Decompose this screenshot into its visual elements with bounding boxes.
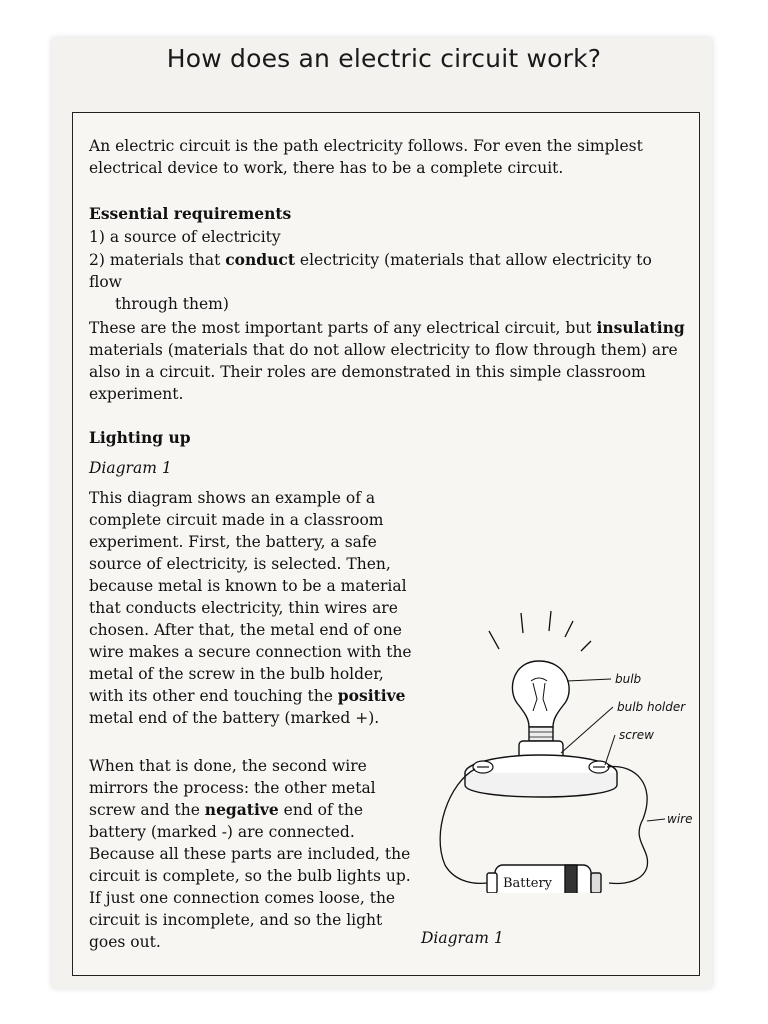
insulating-part-2: materials (materials that do not allow electricity to flow through them) are also in a circuit. Their roles are demonstrated in this simple classroom experiment. xyxy=(89,341,678,403)
bulb-label: bulb xyxy=(615,672,642,686)
lighting-para-2-b: end of the battery (marked -) are connected. Because all these parts are included, the circuit is complete, so the bulb lights up. If just one connection comes loose, the circuit is incomplete, and so the light goes out. xyxy=(89,801,411,951)
requirement-item-2-continued: through them) xyxy=(115,295,229,313)
diagram-label: Diagram 1 xyxy=(89,459,172,477)
requirement-item-2-prefix: 2) materials that xyxy=(89,251,226,269)
lighting-para-1-a: This diagram shows an example of a complete circuit made in a classroom experiment. First, the battery, a safe source of electricity, is selected. Then, because metal is known to be a material that conducts electricity, thin wires are chosen. After that, the metal end of one wire makes a secure connection with the metal of the screw in the bulb holder, with its other end touching the xyxy=(89,489,412,705)
lighting-para-1-b: metal end of the battery (marked +). xyxy=(89,709,380,727)
page-title: How does an electric circuit work? xyxy=(166,44,602,73)
negative-term: negative xyxy=(204,800,279,819)
insulating-part-1: These are the most important parts of any electrical circuit, but xyxy=(89,319,597,337)
bulb-icon xyxy=(512,661,569,741)
lighting-para-2-a: When that is done, the second wire mirrors the process: the other metal screw and the xyxy=(89,757,376,819)
lighting-paragraph-2 xyxy=(89,755,419,953)
light-rays-icon xyxy=(489,611,591,651)
positive-term: positive xyxy=(337,686,406,705)
insulating-term: insulating xyxy=(596,318,685,337)
insulating-paragraph xyxy=(89,317,685,405)
lighting-paragraph-1 xyxy=(89,487,419,729)
battery-label: Battery xyxy=(503,876,553,891)
content-box xyxy=(72,112,700,976)
requirements-heading: Essential requirements xyxy=(89,204,292,223)
conduct-term: conduct xyxy=(225,250,295,269)
wire-label: wire xyxy=(667,812,693,826)
circuit-diagram xyxy=(433,603,695,893)
screw-label: screw xyxy=(619,728,654,742)
requirement-item-2 xyxy=(89,249,685,315)
diagram-caption: Diagram 1 xyxy=(421,929,504,947)
requirement-item-1: 1) a source of electricity xyxy=(89,228,281,246)
bulb-holder-label: bulb holder xyxy=(617,700,686,714)
lighting-heading: Lighting up xyxy=(89,428,191,447)
intro-paragraph: An electric circuit is the path electricity follows. For even the simplest electrical device to work, there has to be a complete circuit. xyxy=(89,137,643,177)
requirement-item-2-suffix: electricity (materials that allow electricity to flow xyxy=(89,251,652,291)
